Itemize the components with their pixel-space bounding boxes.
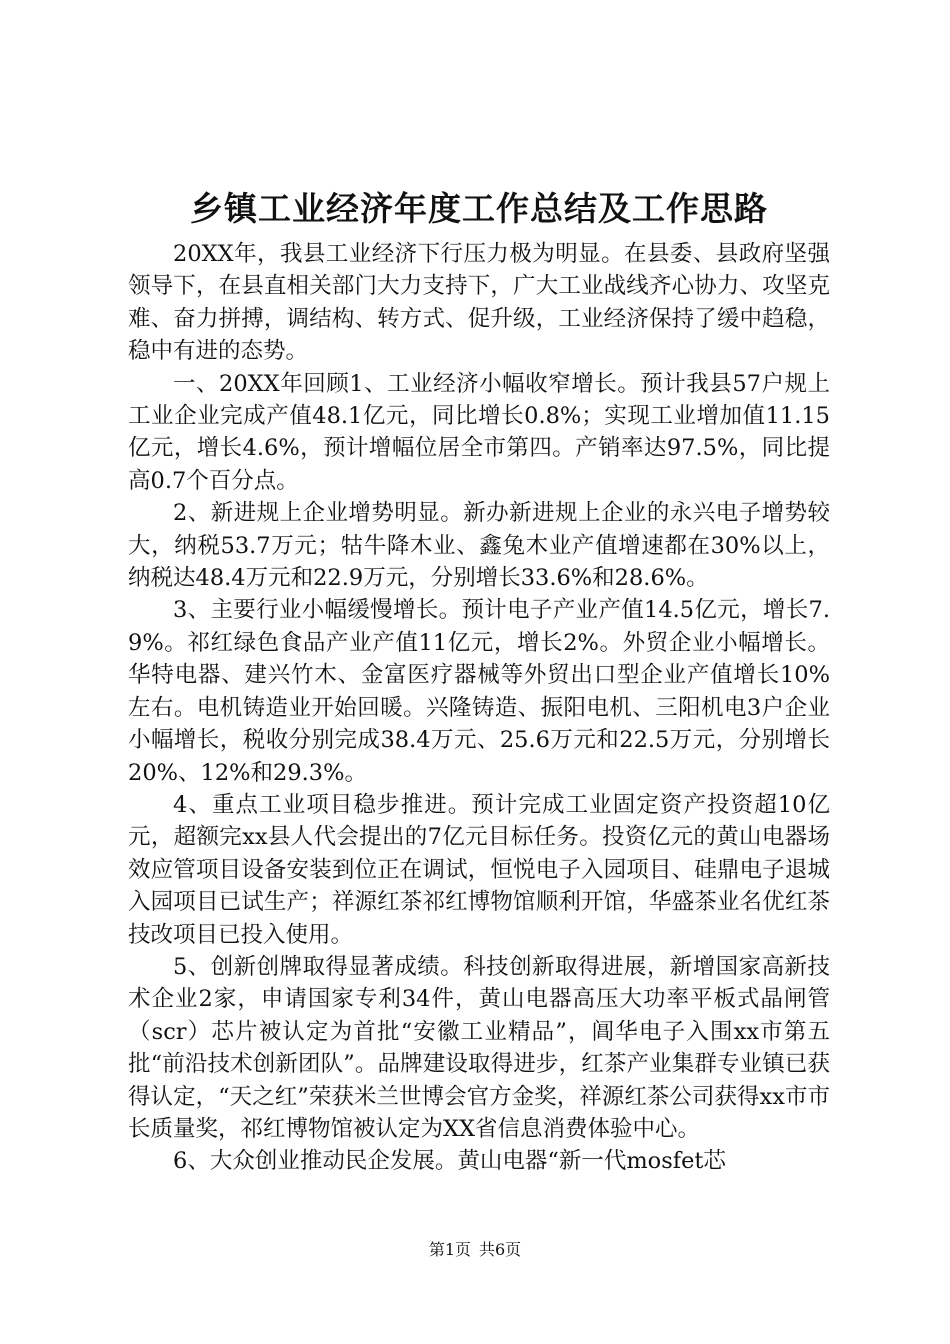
paragraph-review-2: 2、新进规上企业增势明显。新办新进规上企业的永兴电子增势较大，纳税53.7万元；牯牛降木业、鑫兔木业产值增速都在30%以上，纳税达48.4万元和22.9万元，分别增长33.6%和28.6%。 <box>128 500 830 592</box>
paragraph-review-6: 6、大众创业推动民企发展。黄山电器“新一代mosfet芯 <box>173 1148 726 1175</box>
paragraph-intro: 20XX年，我县工业经济下行压力极为明显。在县委、县政府坚强领导下，在县直相关部门大力支持下，广大工业战线齐心协力、攻坚克难、奋力拼搏，调结构、转方式、促升级，工业经济保持了缓中趋稳，稳中有进的态势。 <box>128 241 830 365</box>
paragraph-review-5: 5、创新创牌取得显著成绩。科技创新取得进展，新增国家高新技术企业2家，申请国家专利34件，黄山电器高压大功率平板式晶闸管（scr）芯片被认定为首批“安徽工业精品”，阊华电子入围xx市第五批“前沿技术创新团队”。品牌建设取得进步，红茶产业集群专业镇已获得认定，“天之红”荣获米兰世博会官方金奖，祥源红茶公司获得xx市市长质量奖，祁红博物馆被认定为XX省信息消费体验中心。 <box>128 953 830 1142</box>
paragraph-review-3: 3、主要行业小幅缓慢增长。预计电子产业产值14.5亿元，增长7.9%。祁红绿色食品产业产值11亿元，增长2%。外贸企业小幅增长。华特电器、建兴竹木、金富医疗器械等外贸出口型企业产值增长10%左右。电机铸造业开始回暖。兴隆铸造、振阳电机、三阳机电3户企业小幅增长，税收分别完成38.4万元、25.6万元和22.5万元，分别增长20%、12%和29.3%。 <box>128 597 830 786</box>
page-footer <box>0 1240 950 1260</box>
page-total: 共6页 <box>479 1240 522 1259</box>
paragraph-review-1: 一、20XX年回顾1、工业经济小幅收窄增长。预计我县57户规上工业企业完成产值48.1亿元，同比增长0.8%；实现工业增加值11.15亿元，增长4.6%，预计增幅位居全市第四。产销率达97.5%，同比提高0.7个百分点。 <box>128 370 830 494</box>
paragraph-review-4: 4、重点工业项目稳步推进。预计完成工业固定资产投资超10亿元，超额完xx县人代会提出的7亿元目标任务。投资亿元的黄山电器场效应管项目设备安装到位正在调试，恒悦电子入园项目、硅鼎电子退城入园项目已试生产；祥源红茶祁红博物馆顺利开馆，华盛茶业名优红茶技改项目已投入使用。 <box>128 791 830 948</box>
document-body <box>128 238 830 1178</box>
page-number: 第1页 <box>428 1240 471 1259</box>
document-title: 乡镇工业经济年度工作总结及工作思路 <box>190 189 768 228</box>
